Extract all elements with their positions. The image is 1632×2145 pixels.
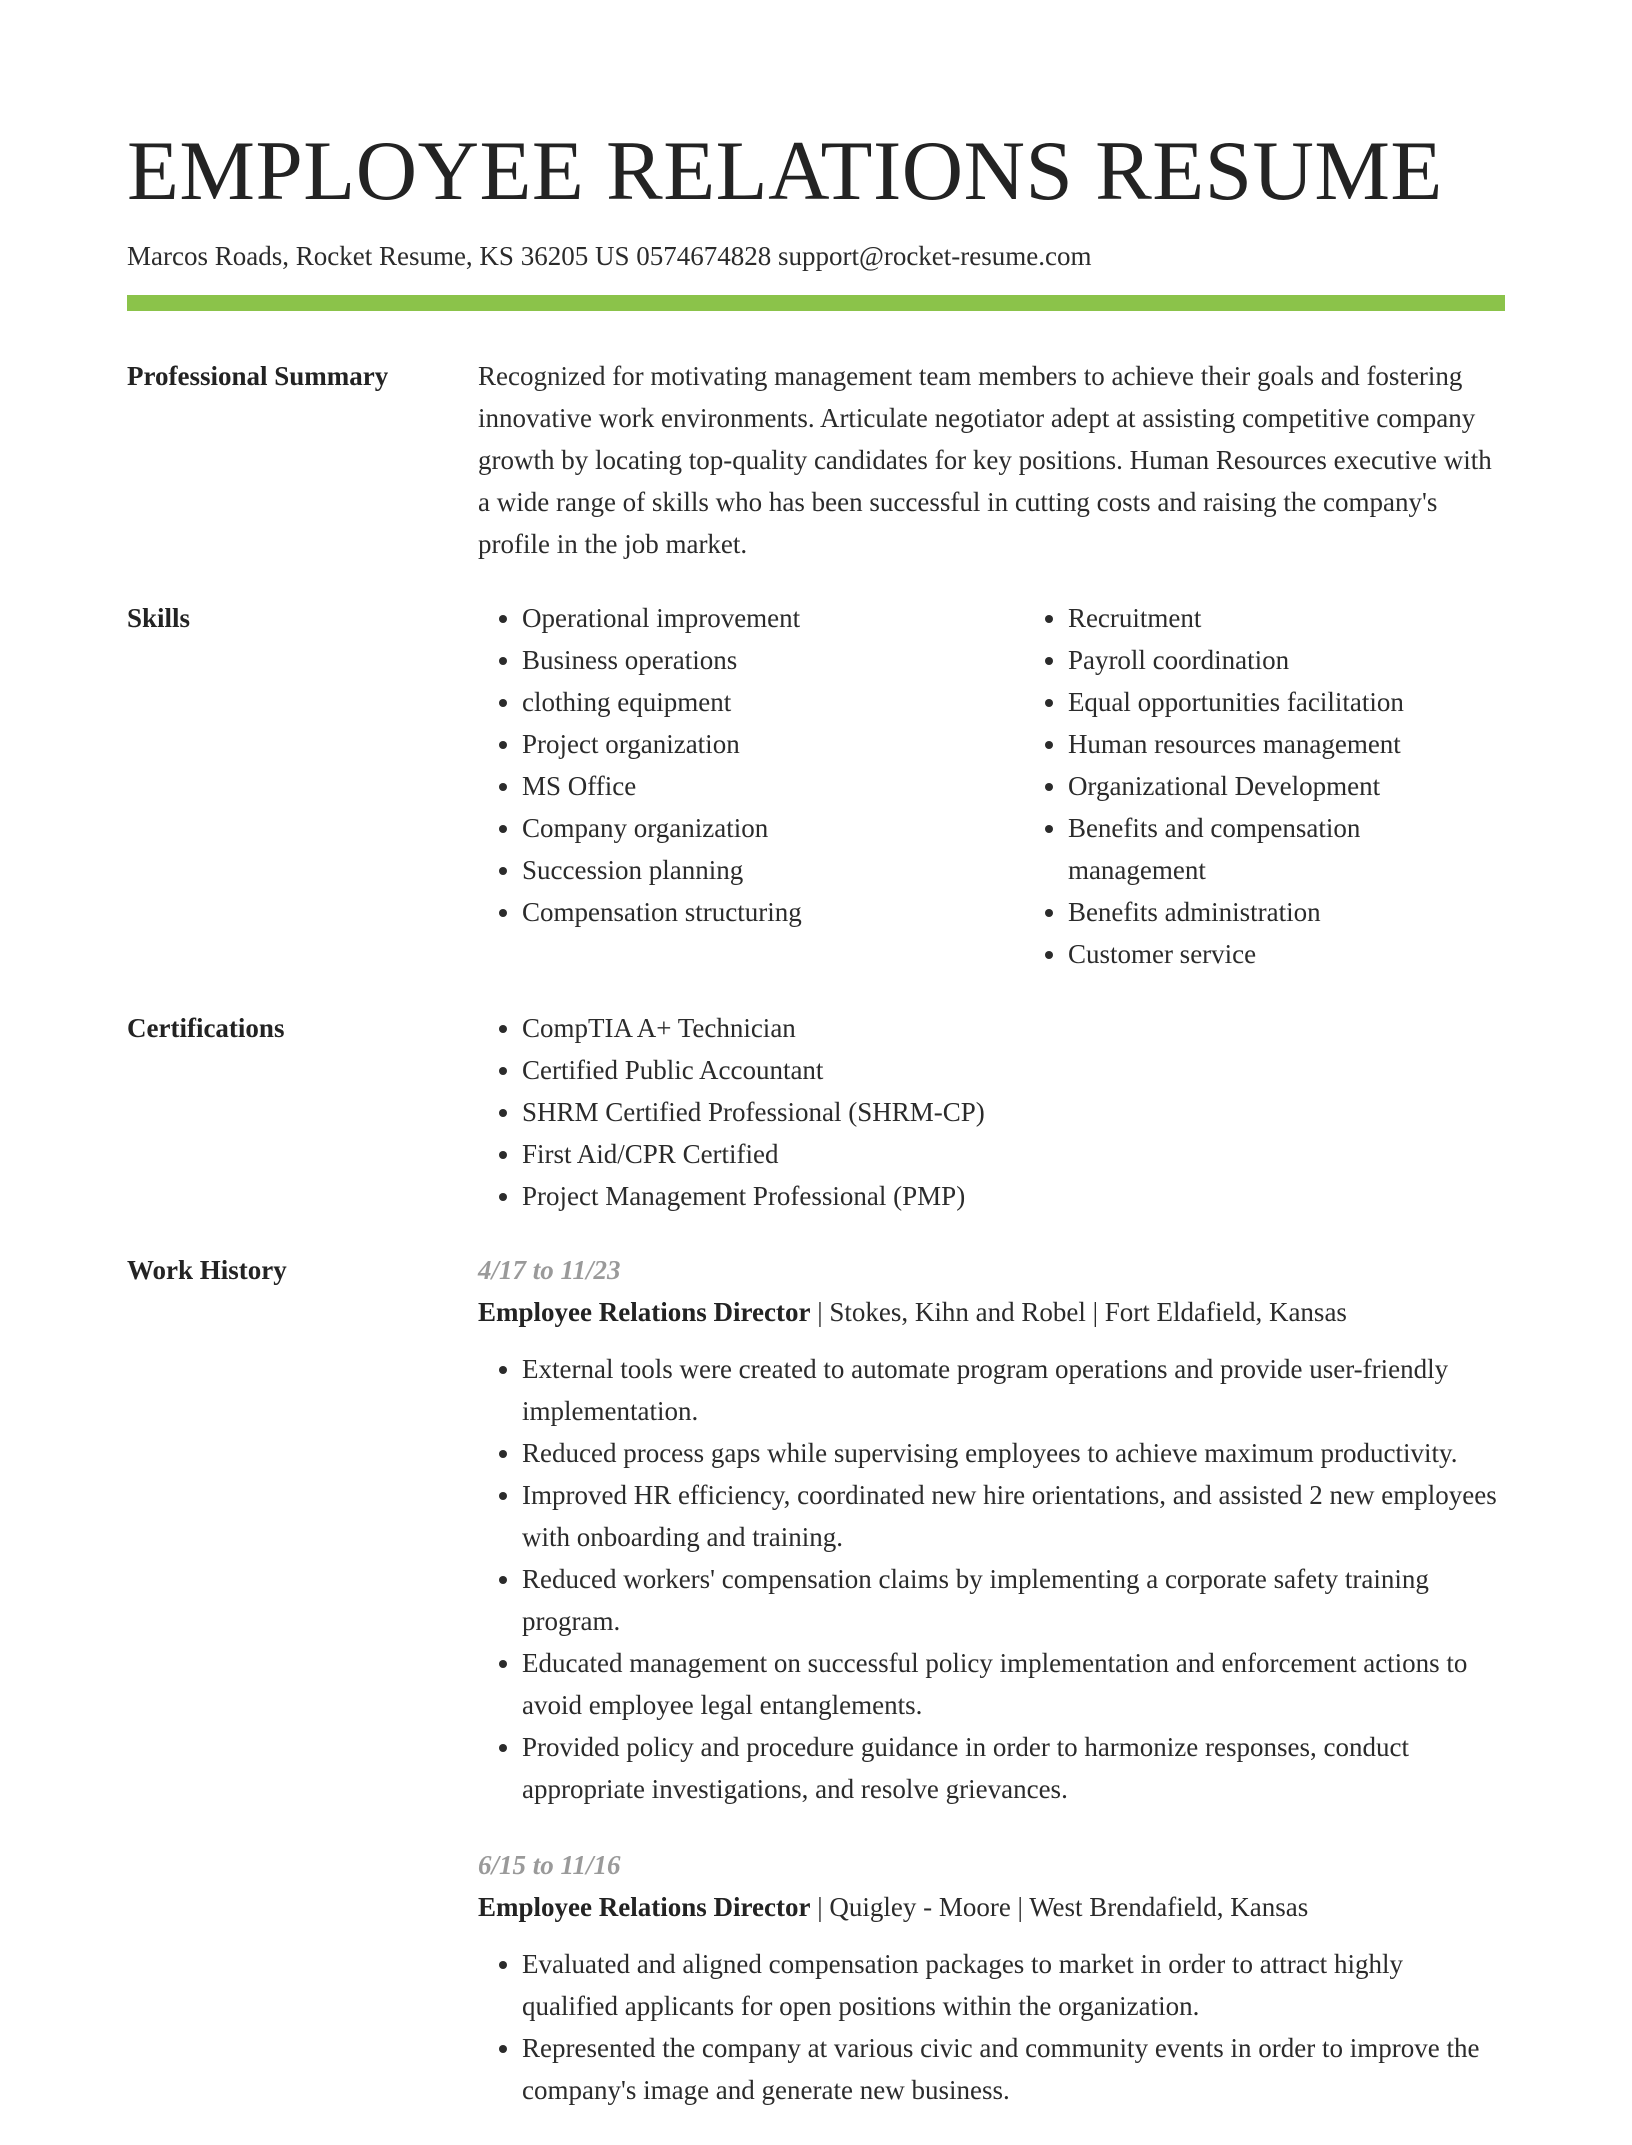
skill-item: • Human resources management <box>1068 723 1505 765</box>
skill-item: • Business operations <box>522 639 1024 681</box>
skill-item: • Equal opportunities facilitation <box>1068 681 1505 723</box>
job-bullet: • Represented the company at various civic and community events in order to improve the company's image and generate new business. <box>522 2027 1505 2111</box>
job-bullets <box>478 1943 1505 2111</box>
section-body-work-history <box>478 1249 1505 2145</box>
job-bullet: • External tools were created to automate program operations and provide user-friendly implementation. <box>522 1348 1505 1432</box>
skill-item: • Organizational Development <box>1068 765 1505 807</box>
certification-item: • CompTIA A+ Technician <box>522 1007 1505 1049</box>
skill-item: • Compensation structuring <box>522 891 1024 933</box>
section-label-work-history: Work History <box>127 1255 287 1285</box>
resume-title: EMPLOYEE RELATIONS RESUME <box>127 124 1443 218</box>
skill-item: • Recruitment <box>1068 597 1505 639</box>
section-certifications <box>127 1007 1505 1217</box>
job-dates: 4/17 to 11/23 <box>478 1255 621 1285</box>
job-title: Employee Relations Director <box>478 1297 811 1327</box>
skill-item: • clothing equipment <box>522 681 1024 723</box>
section-label-certifications: Certifications <box>127 1013 285 1043</box>
skill-item: • Project organization <box>522 723 1024 765</box>
certifications-list <box>478 1007 1505 1217</box>
contact-line: Marcos Roads, Rocket Resume, KS 36205 US 0574674828 support@rocket-resume.com <box>127 241 1092 271</box>
section-label-summary: Professional Summary <box>127 361 389 391</box>
job-heading <box>478 1886 1505 1928</box>
skill-item: • Customer service <box>1068 933 1505 975</box>
section-skills <box>127 597 1505 975</box>
section-label-skills: Skills <box>127 603 191 633</box>
job-bullet: • Improved HR efficiency, coordinated new hire orientations, and assisted 2 new employees with onboarding and training. <box>522 1474 1505 1558</box>
section-professional-summary <box>127 355 1505 565</box>
job-company-location: | Quigley - Moore | West Brendafield, Kansas <box>810 1892 1309 1922</box>
job-company-location: | Stokes, Kihn and Robel | Fort Eldafield, Kansas <box>810 1297 1347 1327</box>
skill-item: • Company organization <box>522 807 1024 849</box>
skills-columns <box>478 597 1505 975</box>
job-bullet: • Provided policy and procedure guidance in order to harmonize responses, conduct appropriate investigations, and resolve grievances. <box>522 1726 1505 1810</box>
certification-item: • SHRM Certified Professional (SHRM-CP) <box>522 1091 1505 1133</box>
section-body-certifications <box>478 1007 1505 1217</box>
job-dates: 6/15 to 11/16 <box>478 1850 621 1880</box>
accent-divider <box>127 295 1505 311</box>
job-bullet: • Evaluated and aligned compensation packages to market in order to attract highly qualified applicants for open positions within the organization. <box>522 1943 1505 2027</box>
section-body-summary <box>478 355 1505 565</box>
skill-item: • Payroll coordination <box>1068 639 1505 681</box>
skill-item: • Benefits and compensation management <box>1068 807 1505 891</box>
skills-list-right <box>1024 597 1505 975</box>
certification-item: • Certified Public Accountant <box>522 1049 1505 1091</box>
skill-item: • Succession planning <box>522 849 1024 891</box>
job-bullets <box>478 1348 1505 1810</box>
section-work-history <box>127 1249 1505 2145</box>
job-heading <box>478 1291 1505 1333</box>
skills-list-left <box>478 597 1024 975</box>
certification-item: • Project Management Professional (PMP) <box>522 1175 1505 1217</box>
job-bullet: • Reduced process gaps while supervising employees to achieve maximum productivity. <box>522 1432 1505 1474</box>
summary-text: Recognized for motivating management team members to achieve their goals and fostering innovative work environments. Articulate negotiator adept at assisting competitive company growth by locating top-quality candidates for key positions. Human Resources executive with a wide range of skills who has been successful in cutting costs and raising the company's profile in the job market. <box>478 361 1492 559</box>
job-entry <box>478 1844 1505 2111</box>
job-bullet: • Educated management on successful policy implementation and enforcement actions to avoid employee legal entanglements. <box>522 1642 1505 1726</box>
skill-item: • Benefits administration <box>1068 891 1505 933</box>
job-title: Employee Relations Director <box>478 1892 811 1922</box>
job-bullet: • Reduced workers' compensation claims by implementing a corporate safety training program. <box>522 1558 1505 1642</box>
skill-item: • Operational improvement <box>522 597 1024 639</box>
skill-item: • MS Office <box>522 765 1024 807</box>
job-entry <box>478 1249 1505 1810</box>
certification-item: • First Aid/CPR Certified <box>522 1133 1505 1175</box>
